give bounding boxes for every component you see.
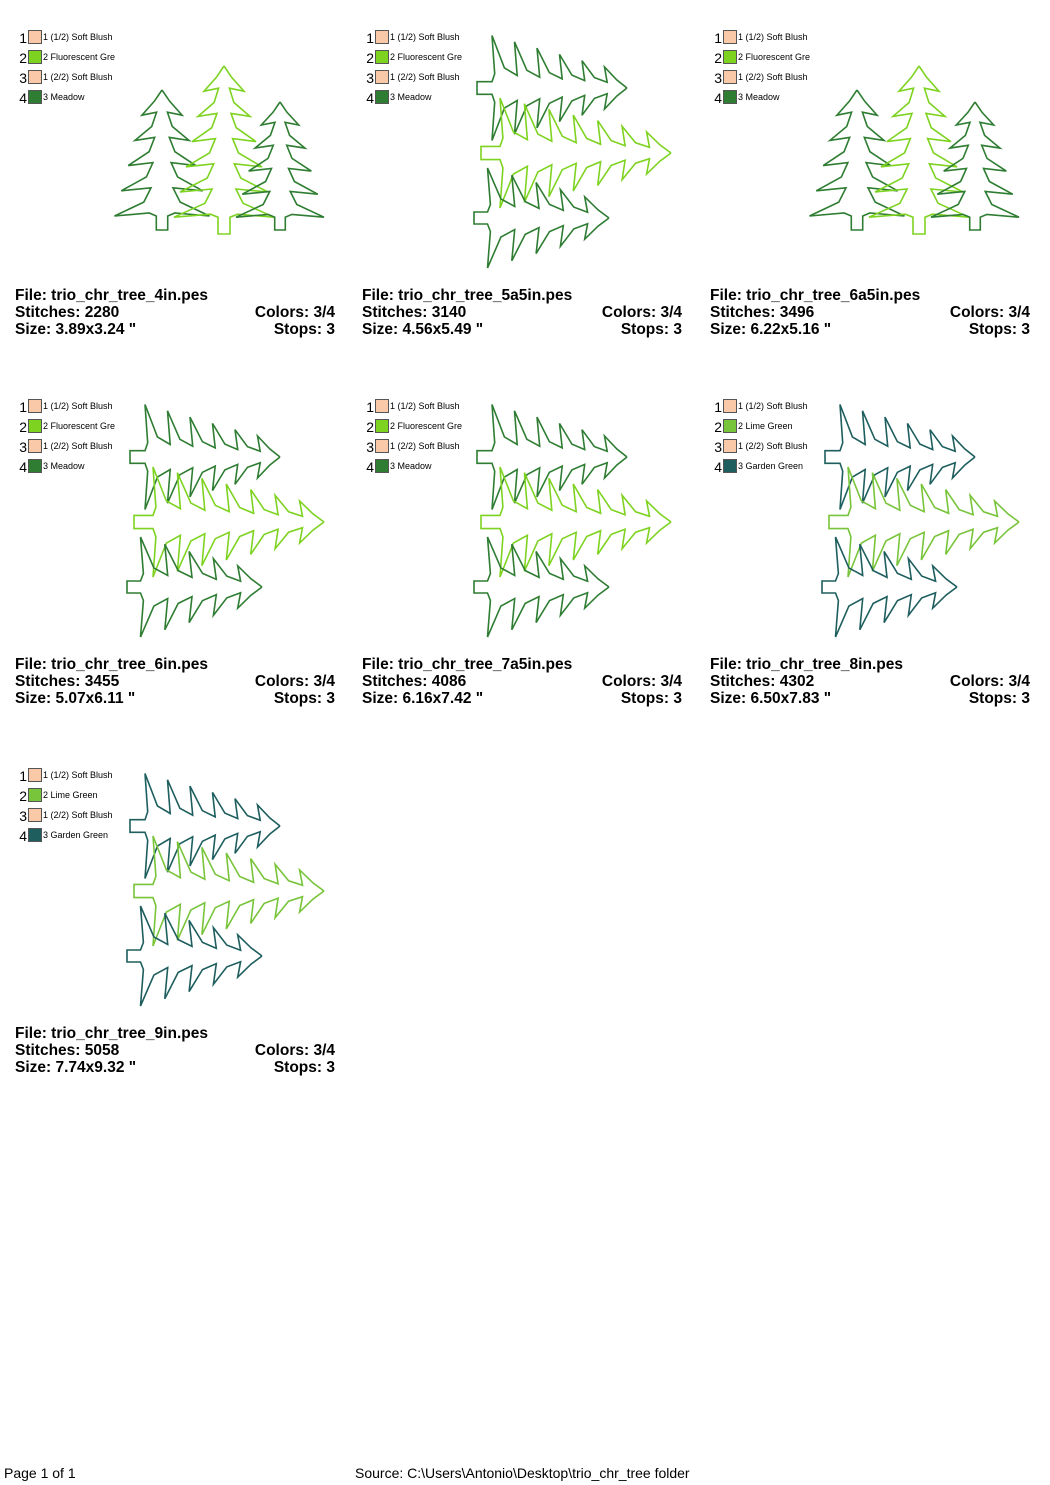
thread-name: 1 (2/2) Soft Blush — [738, 441, 808, 451]
design-size: Size: 3.89x3.24 " — [15, 321, 137, 338]
thread-color-swatch — [28, 70, 42, 84]
thread-color-swatch — [723, 70, 737, 84]
thread-name: 1 (1/2) Soft Blush — [738, 32, 808, 42]
legend-step-number: 1 — [366, 399, 374, 415]
legend-step-number: 4 — [714, 459, 722, 475]
thread-name: 2 Fluorescent Gre — [390, 421, 463, 431]
legend-row — [15, 826, 135, 846]
tree-outline — [481, 98, 671, 208]
thread-color-swatch — [723, 90, 737, 104]
tree-outline — [474, 168, 609, 268]
legend-step-number: 3 — [714, 70, 722, 86]
tree-outline — [810, 90, 905, 230]
colors-count: Colors: 3/4 — [601, 673, 682, 690]
tree-outline — [822, 537, 957, 637]
thread-color-swatch — [723, 399, 737, 413]
design-cell — [12, 397, 342, 727]
colors-count: Colors: 3/4 — [949, 673, 1030, 690]
colors-count: Colors: 3/4 — [254, 1042, 335, 1059]
tree-outline — [829, 467, 1019, 577]
color-legend — [362, 28, 482, 108]
file-name: File: trio_chr_tree_8in.pes — [710, 656, 903, 673]
legend-row — [15, 806, 135, 826]
thread-color-swatch — [375, 70, 389, 84]
legend-row — [362, 28, 482, 48]
design-size: Size: 6.50x7.83 " — [710, 690, 832, 707]
legend-row — [15, 88, 135, 108]
legend-row — [710, 88, 830, 108]
tree-outline — [174, 66, 274, 234]
legend-step-number: 1 — [19, 30, 27, 46]
thread-name: 1 (2/2) Soft Blush — [43, 810, 113, 820]
legend-row — [15, 786, 135, 806]
legend-step-number: 2 — [366, 419, 374, 435]
color-legend — [15, 28, 135, 108]
legend-step-number: 3 — [366, 439, 374, 455]
colors-count: Colors: 3/4 — [601, 304, 682, 321]
legend-row — [15, 68, 135, 88]
legend-step-number: 2 — [19, 50, 27, 66]
file-name: File: trio_chr_tree_5a5in.pes — [362, 287, 573, 304]
tree-outline — [130, 405, 280, 510]
design-cell — [12, 28, 342, 358]
legend-row — [362, 457, 482, 477]
legend-step-number: 3 — [19, 439, 27, 455]
stops-count: Stops: 3 — [968, 321, 1030, 338]
file-name: File: trio_chr_tree_7a5in.pes — [362, 656, 573, 673]
stops-count: Stops: 3 — [273, 1059, 335, 1076]
stops-count: Stops: 3 — [273, 321, 335, 338]
legend-row — [15, 457, 135, 477]
page-number: Page 1 of 1 — [4, 1465, 76, 1481]
design-size: Size: 4.56x5.49 " — [362, 321, 484, 338]
legend-step-number: 2 — [714, 419, 722, 435]
thread-color-swatch — [28, 828, 42, 842]
design-info — [15, 656, 335, 707]
thread-color-swatch — [375, 419, 389, 433]
legend-row — [362, 417, 482, 437]
legend-row — [710, 437, 830, 457]
legend-step-number: 1 — [714, 399, 722, 415]
color-legend — [15, 766, 135, 846]
file-name: File: trio_chr_tree_6a5in.pes — [710, 287, 921, 304]
color-legend — [362, 397, 482, 477]
legend-row — [710, 457, 830, 477]
legend-row — [710, 68, 830, 88]
legend-row — [15, 766, 135, 786]
thread-name: 2 Lime Green — [738, 421, 793, 431]
thread-name: 1 (1/2) Soft Blush — [43, 401, 113, 411]
thread-name: 1 (1/2) Soft Blush — [738, 401, 808, 411]
thread-color-swatch — [28, 399, 42, 413]
thread-color-swatch — [28, 788, 42, 802]
legend-row — [15, 417, 135, 437]
design-size: Size: 6.22x5.16 " — [710, 321, 832, 338]
stitch-count: Stitches: 3496 — [710, 304, 815, 321]
legend-row — [362, 397, 482, 417]
thread-name: 1 (1/2) Soft Blush — [390, 401, 460, 411]
thread-name: 1 (2/2) Soft Blush — [43, 72, 113, 82]
tree-outline — [130, 774, 280, 879]
thread-color-swatch — [723, 30, 737, 44]
design-cell — [12, 766, 342, 1096]
design-info — [710, 287, 1030, 338]
legend-step-number: 2 — [19, 419, 27, 435]
legend-step-number: 1 — [714, 30, 722, 46]
legend-step-number: 4 — [19, 459, 27, 475]
thread-color-swatch — [28, 439, 42, 453]
stitch-count: Stitches: 4302 — [710, 673, 815, 690]
thread-name: 2 Lime Green — [43, 790, 98, 800]
thread-name: 3 Garden Green — [43, 830, 109, 840]
design-cell — [707, 28, 1037, 358]
thread-color-swatch — [723, 50, 737, 64]
thread-name: 1 (1/2) Soft Blush — [43, 32, 113, 42]
legend-row — [710, 397, 830, 417]
thread-color-swatch — [723, 439, 737, 453]
thread-name: 1 (1/2) Soft Blush — [390, 32, 460, 42]
legend-step-number: 2 — [19, 788, 27, 804]
thread-color-swatch — [28, 30, 42, 44]
tree-outline — [477, 405, 627, 510]
thread-name: 2 Fluorescent Gre — [390, 52, 463, 62]
legend-step-number: 1 — [19, 768, 27, 784]
tree-outline — [481, 467, 671, 577]
stitch-count: Stitches: 2280 — [15, 304, 120, 321]
legend-row — [15, 28, 135, 48]
colors-count: Colors: 3/4 — [949, 304, 1030, 321]
stitch-count: Stitches: 3455 — [15, 673, 120, 690]
design-cell — [359, 28, 689, 358]
legend-row — [710, 48, 830, 68]
legend-row — [362, 88, 482, 108]
legend-row — [362, 68, 482, 88]
thread-name: 1 (2/2) Soft Blush — [390, 72, 460, 82]
color-legend — [710, 28, 830, 108]
thread-color-swatch — [28, 419, 42, 433]
thread-color-swatch — [375, 50, 389, 64]
thread-color-swatch — [375, 30, 389, 44]
design-info — [362, 656, 682, 707]
tree-outline — [477, 36, 627, 141]
legend-step-number: 2 — [714, 50, 722, 66]
tree-outline — [869, 66, 969, 234]
design-info — [362, 287, 682, 338]
design-cell — [707, 397, 1037, 727]
tree-outline — [134, 836, 324, 946]
source-path: Source: C:\Users\Antonio\Desktop\trio_chr_tree folder — [355, 1465, 690, 1481]
color-legend — [15, 397, 135, 477]
thread-name: 3 Meadow — [43, 92, 85, 102]
stops-count: Stops: 3 — [620, 321, 682, 338]
tree-outline — [127, 906, 262, 1006]
legend-row — [362, 48, 482, 68]
legend-step-number: 1 — [19, 399, 27, 415]
thread-color-swatch — [375, 439, 389, 453]
thread-name: 1 (2/2) Soft Blush — [43, 441, 113, 451]
thread-name: 3 Meadow — [738, 92, 780, 102]
thread-name: 1 (1/2) Soft Blush — [43, 770, 113, 780]
legend-step-number: 4 — [366, 459, 374, 475]
file-name: File: trio_chr_tree_6in.pes — [15, 656, 208, 673]
design-info — [15, 1025, 335, 1076]
thread-name: 1 (2/2) Soft Blush — [390, 441, 460, 451]
stitch-count: Stitches: 4086 — [362, 673, 467, 690]
legend-step-number: 2 — [366, 50, 374, 66]
legend-step-number: 4 — [714, 90, 722, 106]
colors-count: Colors: 3/4 — [254, 304, 335, 321]
legend-row — [15, 48, 135, 68]
thread-color-swatch — [723, 419, 737, 433]
design-size: Size: 5.07x6.11 " — [15, 690, 136, 707]
legend-step-number: 3 — [19, 70, 27, 86]
thread-color-swatch — [28, 808, 42, 822]
stops-count: Stops: 3 — [968, 690, 1030, 707]
thread-color-swatch — [375, 90, 389, 104]
legend-row — [710, 417, 830, 437]
thread-name: 1 (2/2) Soft Blush — [738, 72, 808, 82]
thread-color-swatch — [723, 459, 737, 473]
thread-name: 3 Meadow — [43, 461, 85, 471]
stitch-count: Stitches: 3140 — [362, 304, 467, 321]
legend-step-number: 4 — [19, 90, 27, 106]
stitch-count: Stitches: 5058 — [15, 1042, 120, 1059]
legend-row — [15, 437, 135, 457]
legend-row — [362, 437, 482, 457]
tree-outline — [825, 405, 975, 510]
thread-color-swatch — [375, 459, 389, 473]
legend-step-number: 4 — [366, 90, 374, 106]
legend-step-number: 3 — [366, 70, 374, 86]
file-name: File: trio_chr_tree_9in.pes — [15, 1025, 208, 1042]
design-size: Size: 7.74x9.32 " — [15, 1059, 137, 1076]
thread-color-swatch — [375, 399, 389, 413]
legend-step-number: 4 — [19, 828, 27, 844]
legend-row — [15, 397, 135, 417]
thread-name: 3 Garden Green — [738, 461, 804, 471]
color-legend — [710, 397, 830, 477]
stops-count: Stops: 3 — [273, 690, 335, 707]
thread-color-swatch — [28, 459, 42, 473]
tree-outline — [127, 537, 262, 637]
design-info — [710, 656, 1030, 707]
thread-color-swatch — [28, 768, 42, 782]
thread-name: 3 Meadow — [390, 461, 432, 471]
tree-outline — [115, 90, 210, 230]
colors-count: Colors: 3/4 — [254, 673, 335, 690]
design-size: Size: 6.16x7.42 " — [362, 690, 484, 707]
thread-name: 3 Meadow — [390, 92, 432, 102]
legend-step-number: 1 — [366, 30, 374, 46]
thread-name: 2 Fluorescent Gre — [43, 52, 116, 62]
stops-count: Stops: 3 — [620, 690, 682, 707]
design-cell — [359, 397, 689, 727]
design-info — [15, 287, 335, 338]
thread-name: 2 Fluorescent Gre — [43, 421, 116, 431]
thread-name: 2 Fluorescent Gre — [738, 52, 811, 62]
legend-step-number: 3 — [19, 808, 27, 824]
legend-row — [710, 28, 830, 48]
tree-outline — [474, 537, 609, 637]
legend-step-number: 3 — [714, 439, 722, 455]
tree-outline — [134, 467, 324, 577]
thread-color-swatch — [28, 90, 42, 104]
thread-color-swatch — [28, 50, 42, 64]
file-name: File: trio_chr_tree_4in.pes — [15, 287, 208, 304]
